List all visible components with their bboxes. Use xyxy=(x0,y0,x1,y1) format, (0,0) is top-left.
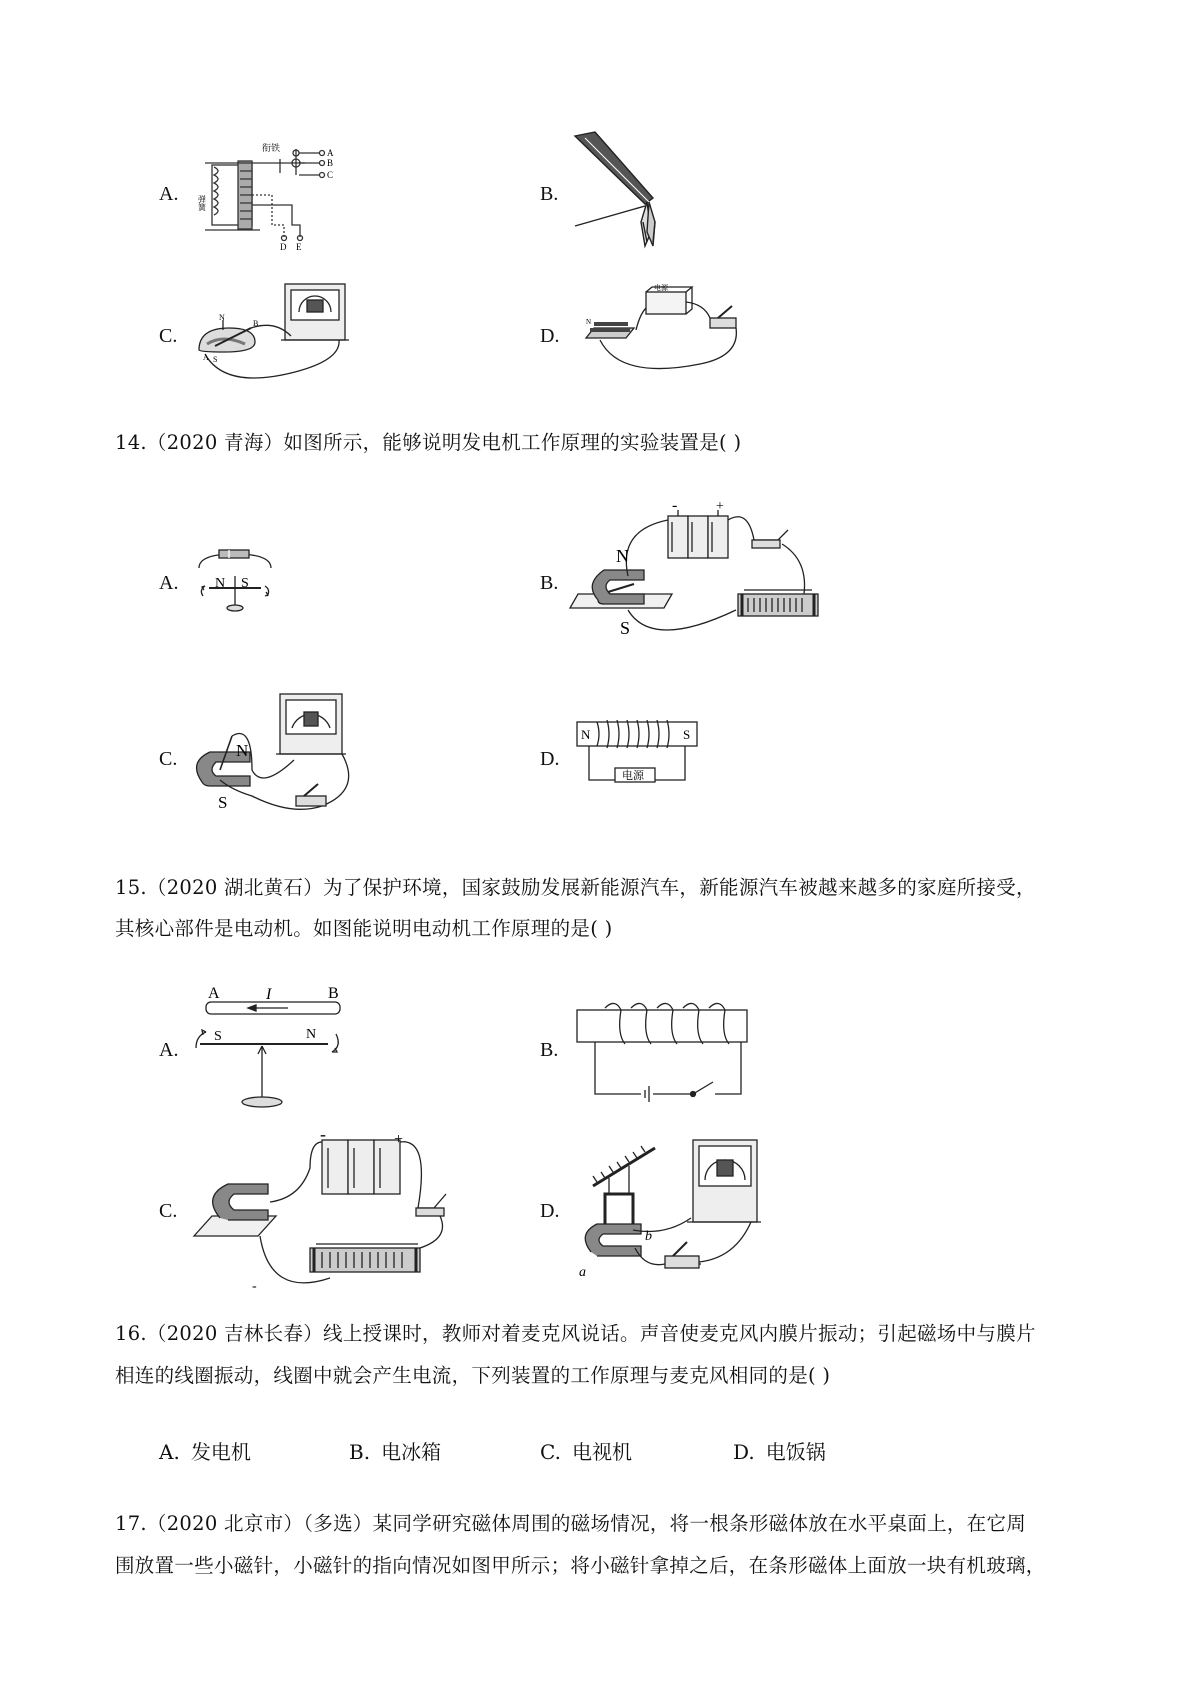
q14b-fig-plus: + xyxy=(716,499,724,514)
choice-text: 电视机 xyxy=(572,1440,633,1464)
choice-label: B. xyxy=(349,1440,371,1464)
q13c-fig-N: N xyxy=(219,313,225,322)
q15a-fig-N: N xyxy=(306,1027,317,1042)
q13a-fig-D: D xyxy=(280,242,287,252)
q14-option-c-figure xyxy=(192,690,362,820)
q14c-fig-S: S xyxy=(218,793,228,812)
q14c-fig-N: N xyxy=(236,741,249,760)
q16-choice-d[interactable] xyxy=(733,1436,826,1465)
q13a-fig-E: E xyxy=(296,242,302,252)
q14-option-c-label: C. xyxy=(159,748,178,770)
q13d-fig-N: N xyxy=(586,318,592,326)
q13-option-c-label: C. xyxy=(159,325,178,347)
q13c-fig-S: S xyxy=(213,355,218,364)
q13a-fig-left-label: 弹簧 xyxy=(197,195,207,211)
q13a-fig-A: A xyxy=(327,148,334,158)
q15c-fig-minus: - xyxy=(320,1124,326,1144)
q14d-fig-N: N xyxy=(581,727,591,742)
q13-option-a-figure xyxy=(197,135,360,252)
q15d-fig-b: b xyxy=(645,1229,652,1244)
q15c-fig-minus2: - xyxy=(252,1279,257,1294)
q14-option-a-figure xyxy=(195,540,275,620)
q14b-fig-N: N xyxy=(616,546,629,566)
q14-question-line-1: 14.（2020 青海）如图所示，能够说明发电机工作原理的实验装置是( ) xyxy=(115,431,742,454)
q17-question-line-1: 17.（2020 北京市）（多选）某同学研究磁体周围的磁场情况，将一根条形磁体放在水平桌面上，在它周 xyxy=(115,1512,1027,1535)
q15-question-line-2: 其核心部件是电动机。如图能说明电动机工作原理的是( ) xyxy=(115,917,613,940)
q13-option-d-label: D. xyxy=(540,325,560,347)
q15a-fig-S: S xyxy=(214,1029,222,1044)
q16-question-line-2: 相连的线圈振动，线圈中就会产生电流，下列装置的工作原理与麦克风相同的是( ) xyxy=(115,1364,831,1387)
q15-option-d-figure xyxy=(575,1138,760,1278)
q15-question-line-1: 15.（2020 湖北黄石）为了保护环境，国家鼓励发展新能源汽车，新能源汽车被越来越多的家庭所接受， xyxy=(115,876,1036,899)
q14a-fig-S: S xyxy=(241,576,249,591)
q13a-fig-top-label: 衔铁 xyxy=(262,143,281,153)
q14b-fig-minus: - xyxy=(672,497,678,514)
q13-option-a-label: A. xyxy=(159,183,179,205)
q13-option-b-figure xyxy=(575,128,695,258)
q14-option-d-label: D. xyxy=(540,748,560,770)
q16-choice-a[interactable] xyxy=(159,1436,251,1465)
choice-label: C. xyxy=(540,1440,561,1464)
q13d-fig-box: 电源 xyxy=(654,284,668,292)
q14-option-b-label: B. xyxy=(540,572,559,594)
q15a-fig-A: A xyxy=(208,985,220,1002)
choice-text: 电饭锅 xyxy=(765,1440,826,1464)
q13-option-d-figure xyxy=(580,284,760,384)
q15-option-c-figure xyxy=(190,1124,470,1298)
q13a-fig-B: B xyxy=(327,158,334,168)
q14-option-b-figure xyxy=(568,497,828,650)
choice-label: A. xyxy=(159,1440,180,1464)
q13c-fig-A: A xyxy=(203,353,209,362)
q15-option-c-label: C. xyxy=(159,1200,178,1222)
q15c-fig-plus: + xyxy=(394,1131,404,1148)
q16-question-line-1: 16.（2020 吉林长春）线上授课时，教师对着麦克风说话。声音使麦克风内膜片振动；引起磁场中与膜片 xyxy=(115,1322,1036,1345)
choice-text: 电冰箱 xyxy=(381,1440,442,1464)
q15a-fig-I: I xyxy=(266,986,272,1003)
q15d-fig-a: a xyxy=(579,1265,586,1280)
q13a-fig-C: C xyxy=(327,170,334,180)
q16-choice-b[interactable] xyxy=(349,1436,441,1465)
q15-option-a-figure xyxy=(188,982,368,1112)
q17-question-line-2: 围放置一些小磁针，小磁针的指向情况如图甲所示；将小磁针拿掉之后，在条形磁体上面放一块有机玻璃， xyxy=(115,1554,1046,1577)
q14d-fig-S: S xyxy=(683,727,691,742)
q14d-fig-box: 电源 xyxy=(622,770,644,782)
choice-label: D. xyxy=(733,1440,755,1464)
q13-option-b-label: B. xyxy=(540,183,559,205)
q14-option-d-figure xyxy=(575,720,700,782)
q14b-fig-S: S xyxy=(620,618,631,638)
choice-text: 发电机 xyxy=(190,1440,251,1464)
q15-option-d-label: D. xyxy=(540,1200,560,1222)
q13-option-c-figure xyxy=(195,280,365,390)
q15-option-a-label: A. xyxy=(159,1039,179,1061)
q13c-fig-B: B xyxy=(253,319,259,328)
q14a-fig-N: N xyxy=(215,576,226,591)
q15a-fig-B: B xyxy=(328,985,339,1002)
q16-choice-c[interactable] xyxy=(540,1436,632,1465)
q14-option-a-label: A. xyxy=(159,572,179,594)
q15-option-b-figure xyxy=(575,1000,750,1100)
q15-option-b-label: B. xyxy=(540,1039,559,1061)
